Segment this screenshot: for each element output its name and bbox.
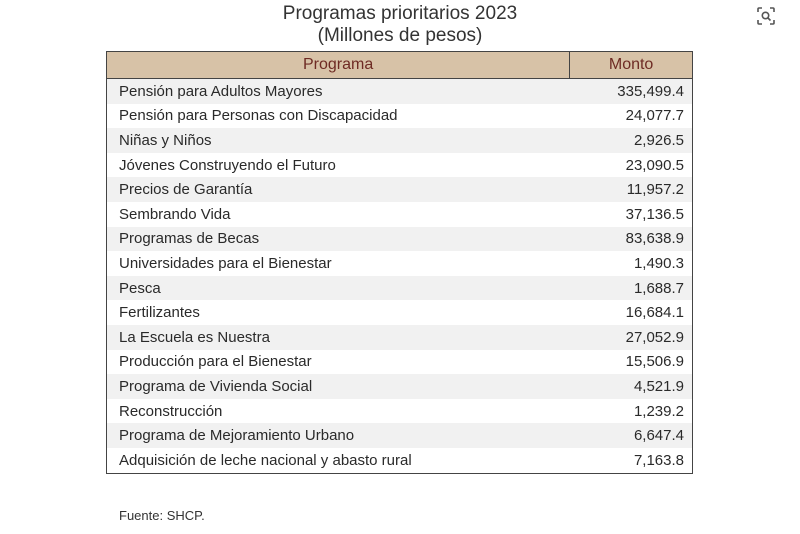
table-row: [107, 350, 693, 375]
table-header-row: [107, 52, 693, 79]
program-amount: 7,163.8: [570, 448, 693, 473]
program-name: Jóvenes Construyendo el Futuro: [107, 153, 570, 178]
header-monto: Monto: [570, 52, 693, 79]
program-name: Producción para el Bienestar: [107, 350, 570, 375]
program-name: Pesca: [107, 276, 570, 301]
program-name: Programa de Mejoramiento Urbano: [107, 423, 570, 448]
lens-search-icon[interactable]: [756, 6, 776, 26]
program-name: Fertilizantes: [107, 300, 570, 325]
source-note: Fuente: SHCP.: [119, 508, 205, 523]
table-row: [107, 177, 693, 202]
program-name: Programa de Vivienda Social: [107, 374, 570, 399]
table-row: [107, 153, 693, 178]
program-name: Sembrando Vida: [107, 202, 570, 227]
program-amount: 1,490.3: [570, 251, 693, 276]
programs-table: [106, 51, 693, 474]
program-name: Reconstrucción: [107, 399, 570, 424]
program-amount: 6,647.4: [570, 423, 693, 448]
program-name: Niñas y Niños: [107, 128, 570, 153]
table-row: [107, 104, 693, 129]
program-name: Pensión para Adultos Mayores: [107, 79, 570, 104]
program-amount: 23,090.5: [570, 153, 693, 178]
table-title: Programas prioritarios 2023: [282, 3, 518, 24]
table-row: [107, 325, 693, 350]
table-row: [107, 374, 693, 399]
program-amount: 27,052.9: [570, 325, 693, 350]
program-name: Programas de Becas: [107, 227, 570, 252]
table-row: [107, 423, 693, 448]
program-amount: 11,957.2: [570, 177, 693, 202]
program-amount: 83,638.9: [570, 227, 693, 252]
table-subtitle: (Millones de pesos): [317, 25, 483, 46]
program-amount: 1,239.2: [570, 399, 693, 424]
program-amount: 4,521.9: [570, 374, 693, 399]
header-programa: Programa: [107, 52, 570, 79]
program-name: Universidades para el Bienestar: [107, 251, 570, 276]
program-name: La Escuela es Nuestra: [107, 325, 570, 350]
program-amount: 15,506.9: [570, 350, 693, 375]
program-name: Precios de Garantía: [107, 177, 570, 202]
program-name: Adquisición de leche nacional y abasto rural: [107, 448, 570, 473]
table-row: [107, 276, 693, 301]
program-amount: 1,688.7: [570, 276, 693, 301]
program-amount: 335,499.4: [570, 79, 693, 104]
table-row: [107, 251, 693, 276]
table-row: [107, 128, 693, 153]
table-row: [107, 300, 693, 325]
table-row: [107, 202, 693, 227]
program-name: Pensión para Personas con Discapacidad: [107, 104, 570, 129]
program-amount: 37,136.5: [570, 202, 693, 227]
table-row: [107, 79, 693, 104]
table-row: [107, 448, 693, 473]
program-amount: 2,926.5: [570, 128, 693, 153]
program-amount: 16,684.1: [570, 300, 693, 325]
table-row: [107, 227, 693, 252]
program-amount: 24,077.7: [570, 104, 693, 129]
table-row: [107, 399, 693, 424]
